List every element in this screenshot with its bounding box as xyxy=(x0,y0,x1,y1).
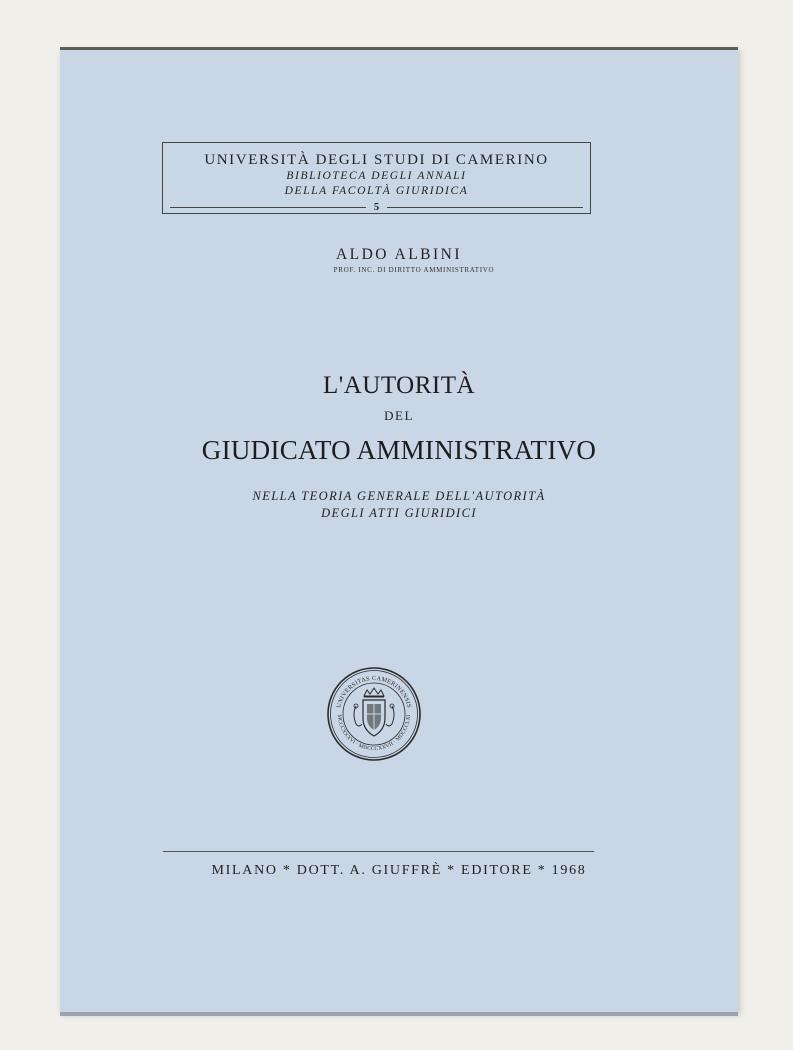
publisher-imprint: MILANO * DOTT. A. GIUFFRÈ * EDITORE * 1968 xyxy=(211,863,587,878)
subtitle-line-1: NELLA TEORIA GENERALE DELL'AUTORITÀ xyxy=(252,489,546,503)
subtitle-line-2: DEGLI ATTI GIURIDICI xyxy=(321,506,477,520)
title-line-3: GIUDICATO AMMINISTRATIVO xyxy=(201,435,597,465)
title-line-1: L'AUTORITÀ xyxy=(322,372,476,399)
series-number-row xyxy=(162,200,591,214)
seal-top-text: UNIVERSITAS CAMERINENSIS xyxy=(335,675,413,709)
author-role: PROF. INC. DI DIRITTO AMMINISTRATIVO xyxy=(333,266,495,274)
university-seal-icon xyxy=(326,666,422,762)
seal-bottom-text: MCCCXXXVI · MDCCCXXVII · MDCCCLXI xyxy=(335,714,413,753)
series-line-3: DELLA FACOLTÀ GIURIDICA xyxy=(284,185,469,197)
subtitle xyxy=(60,488,738,522)
series-box xyxy=(162,142,591,214)
bottom-rule xyxy=(163,851,594,852)
series-institution: UNIVERSITÀ DEGLI STUDI DI CAMERINO xyxy=(204,152,549,168)
title-line-2: DEL xyxy=(384,408,414,423)
book-cover xyxy=(60,47,738,1012)
series-number: 5 xyxy=(373,201,380,213)
author-name: ALDO ALBINI xyxy=(335,246,463,263)
series-line-2: BIBLIOTECA DEGLI ANNALI xyxy=(286,170,467,182)
